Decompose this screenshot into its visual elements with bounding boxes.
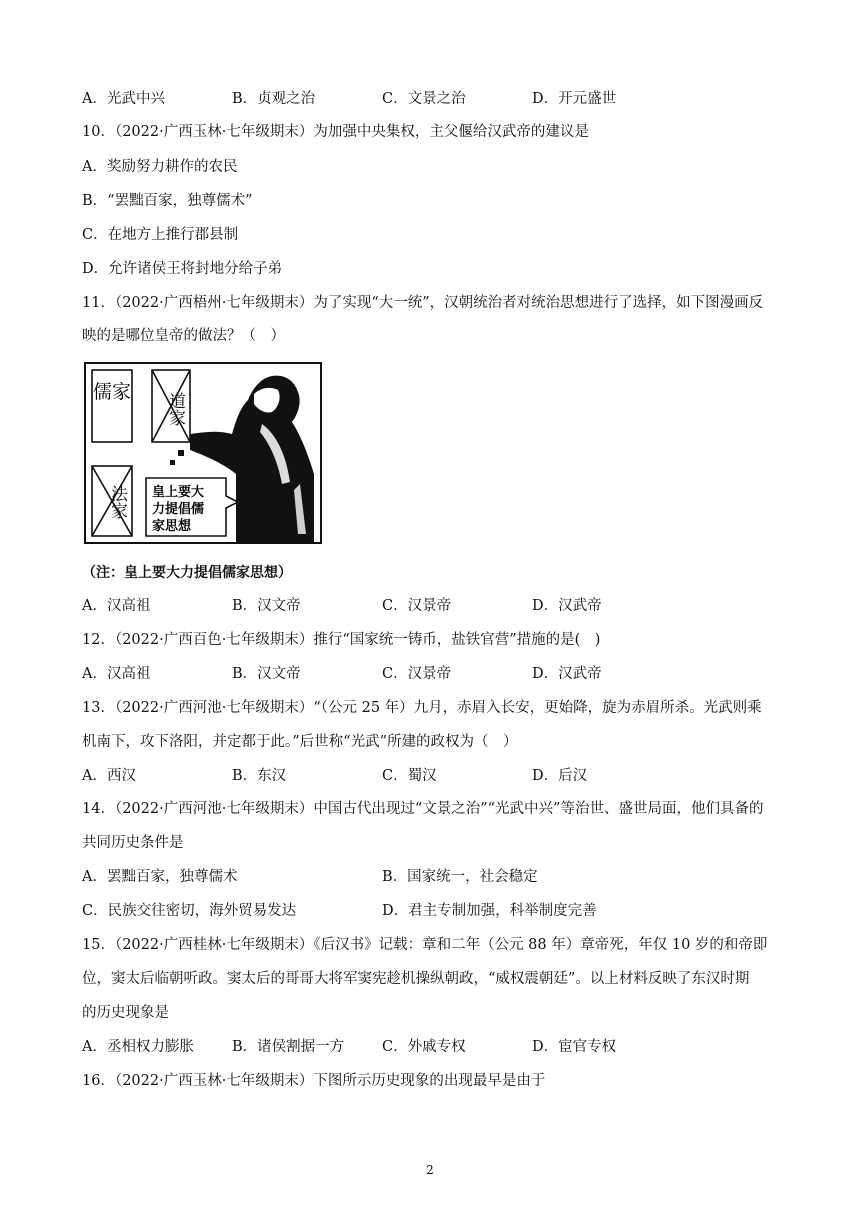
q15-stem-line1: 15．（2022·广西桂林·七年级期末）《后汉书》记载：章和二年（公元 88 年）章帝死，年仅 10 岁的和帝即	[82, 937, 768, 953]
q13-option-b: B．东汉	[232, 768, 287, 784]
q13-option-c: C．蜀汉	[382, 768, 437, 784]
cartoon-figure	[84, 362, 322, 544]
q11-option-b: B．汉文帝	[232, 598, 301, 614]
q15-option-b: B．诸侯割据一方	[232, 1039, 345, 1055]
q10-option-c: C．在地方上推行郡县制	[82, 227, 239, 243]
q14-option-d: D．君主专制加强，科举制度完善	[382, 903, 597, 919]
q15-option-c: C．外戚专权	[382, 1039, 466, 1055]
speech-line-2: 力提倡儒	[152, 502, 205, 517]
page-number: 2	[426, 1163, 434, 1177]
legalist-label: 法家	[107, 485, 127, 519]
q15-option-d: D．宦官专权	[532, 1039, 617, 1055]
q15-option-a: A．丞相权力膨胀	[82, 1039, 194, 1055]
q13-option-d: D．后汉	[532, 768, 588, 784]
q11-stem-line1: 11．（2022·广西梧州·七年级期末）为了实现“大一统”，汉朝统治者对统治思想进行了选择，如下图漫画反	[82, 295, 764, 311]
confucian-char-1: 儒家	[92, 381, 132, 403]
q14-stem-line2: 共同历史条件是	[82, 835, 184, 851]
q13-option-a: A．西汉	[82, 768, 136, 784]
q9-option-b: B．贞观之治	[232, 91, 316, 107]
q15-stem-line2: 位，窦太后临朝听政。窦太后的哥哥大将军窦宪趁机操纵朝政，“威权震朝廷”。以上材料反映了东汉时期	[82, 971, 750, 987]
q11-stem-line2: 映的是哪位皇帝的做法？（ ）	[82, 328, 285, 344]
q12-option-a: A．汉高祖	[82, 666, 151, 682]
q12-option-b: B．汉文帝	[232, 666, 301, 682]
q9-option-c: C．文景之治	[382, 91, 466, 107]
q11-option-c: C．汉景帝	[382, 598, 452, 614]
figure-caption: （注：皇上要大力提倡儒家思想）	[82, 565, 292, 581]
q14-option-a: A．罢黜百家，独尊儒术	[82, 869, 238, 885]
q12-stem: 12．（2022·广西百色·七年级期末）推行“国家统一铸币，盐铁官营”措施的是( )	[82, 632, 601, 648]
q16-stem: 16．（2022·广西玉林·七年级期末）下图所示历史现象的出现最早是由于	[82, 1073, 546, 1089]
speech-line-1: 皇上要大	[152, 485, 205, 500]
q11-option-d: D．汉武帝	[532, 598, 602, 614]
speech-bubble	[146, 478, 238, 536]
q9-option-a: A．光武中兴	[82, 91, 165, 107]
q14-option-b: B．国家统一，社会稳定	[382, 869, 538, 885]
q15-stem-line3: 的历史现象是	[82, 1005, 169, 1021]
q12-option-c: C．汉景帝	[382, 666, 452, 682]
q10-option-b: B．“罢黜百家，独尊儒术”	[82, 193, 253, 209]
q14-stem-line1: 14．（2022·广西河池·七年级期末）中国古代出现过“文景之治”“光武中兴”等治世、盛世局面，他们具备的	[82, 801, 764, 817]
speech-line-3: 家思想	[152, 519, 192, 534]
q13-stem-line2: 机南下，攻下洛阳，并定都于此。”后世称“光武”所建的政权为（ ）	[82, 734, 518, 750]
q10-option-a: A．奖励努力耕作的农民	[82, 159, 238, 175]
q14-option-c: C．民族交往密切，海外贸易发达	[82, 903, 297, 919]
q11-option-a: A．汉高祖	[82, 598, 151, 614]
taoist-label: 道家	[165, 392, 185, 426]
q13-stem-line1: 13．（2022·广西河池·七年级期末）“（公元 25 年）九月，赤眉入长安，更始降，旋为赤眉所杀。光武则乘	[82, 700, 762, 716]
q10-stem: 10．（2022·广西玉林·七年级期末）为加强中央集权，主父偃给汉武帝的建议是	[82, 124, 589, 140]
q9-option-d: D．开元盛世	[532, 91, 617, 107]
q12-option-d: D．汉武帝	[532, 666, 602, 682]
q10-option-d: D．允许诸侯王将封地分给子弟	[82, 261, 283, 277]
confucian-box	[92, 370, 132, 442]
